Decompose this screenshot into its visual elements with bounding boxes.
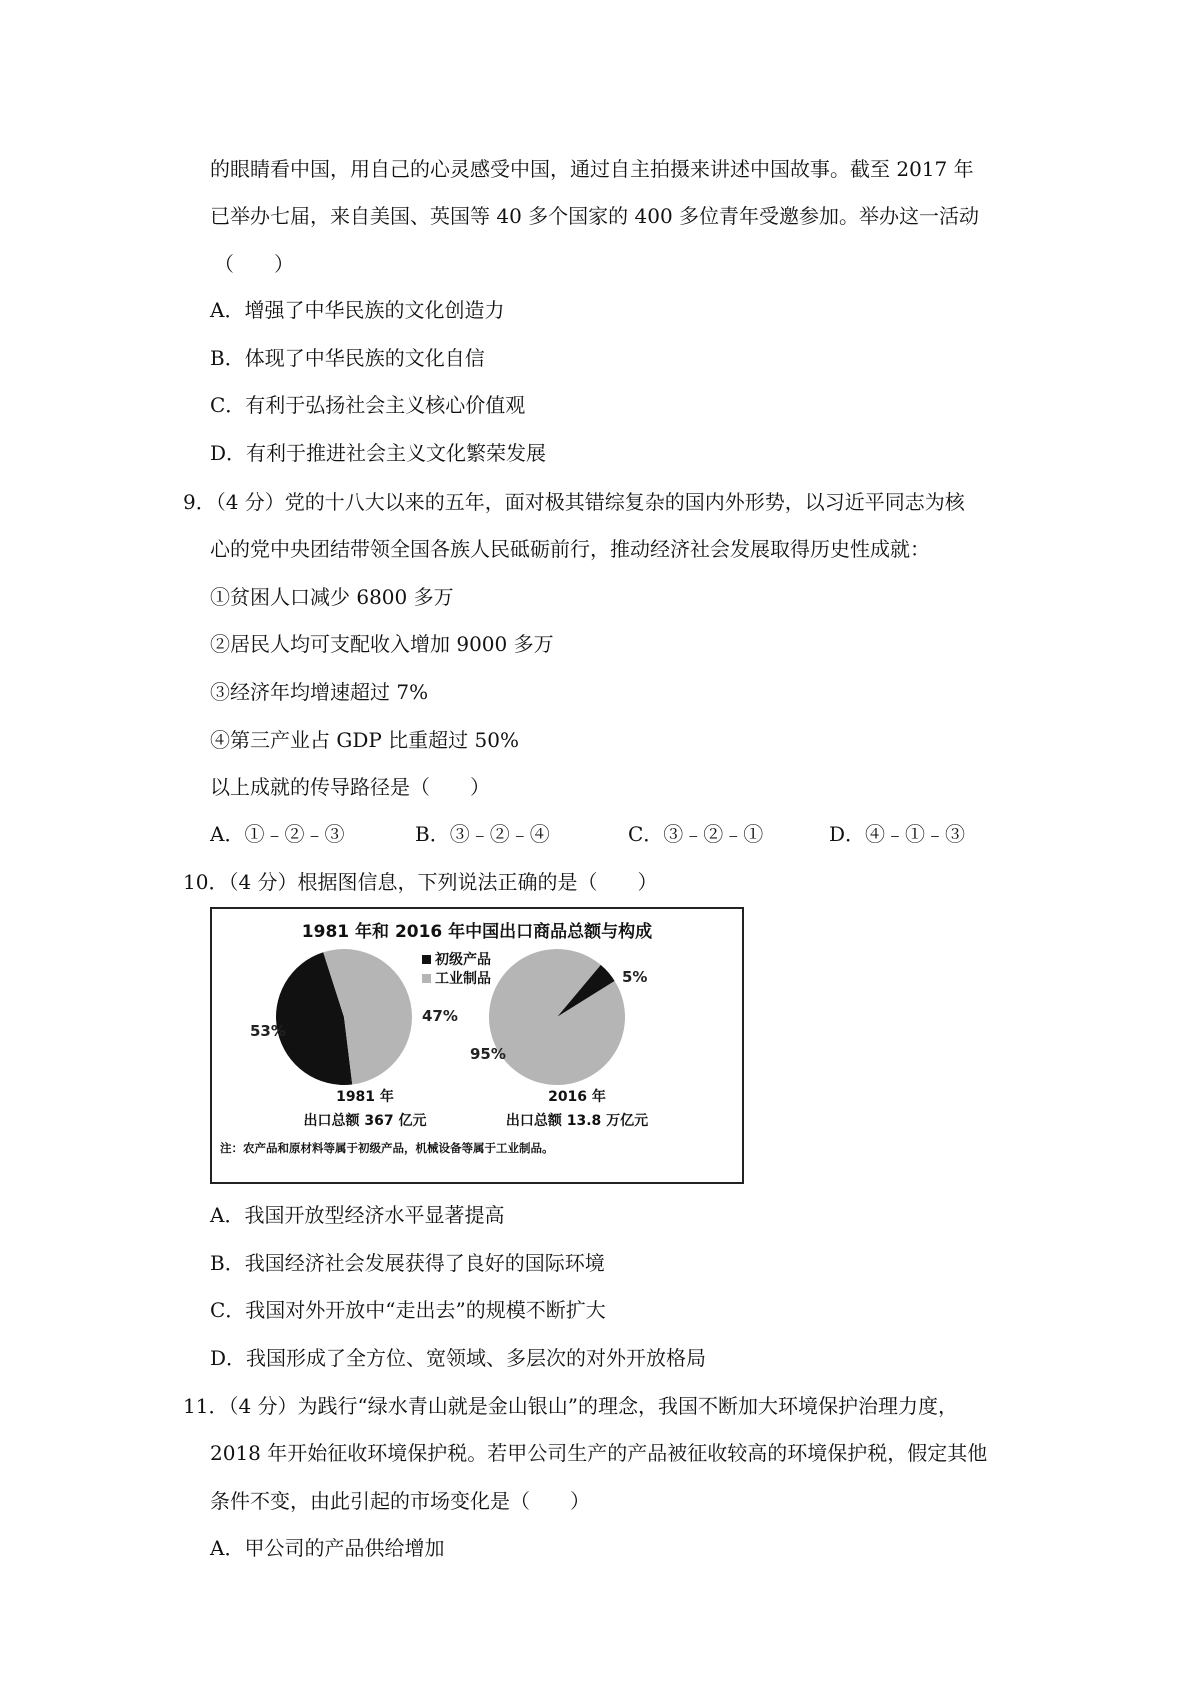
pie-1981-primary-label: 47% — [422, 1007, 458, 1025]
q9-item-1: ①贫困人口减少 6800 多万 — [210, 585, 454, 609]
pie-1981-total: 出口总额 367 亿元 — [303, 1113, 427, 1129]
pie-1981-year: 1981 年 — [336, 1089, 394, 1105]
pie-2016-year: 2016 年 — [548, 1089, 606, 1105]
intro-line-1: 的眼睛看中国，用自己的心灵感受中国，通过自主拍摄来讲述中国故事。截至 2017 年 — [210, 157, 974, 181]
export-pie-charts — [212, 909, 742, 1182]
q9-item-3: ③经济年均增速超过 7% — [210, 680, 429, 704]
chart-legend — [422, 951, 491, 987]
q8-option-c: C．有利于弘扬社会主义核心价值观 — [210, 393, 526, 417]
q11-stem-line-1: 11．（4 分）为践行“绿水青山就是金山银山”的理念，我国不断加大环境保护治理力度， — [183, 1394, 958, 1418]
q9-item-4: ④第三产业占 GDP 比重超过 50% — [210, 728, 519, 752]
legend-swatch-primary — [422, 955, 431, 964]
pie-1981 — [276, 949, 412, 1085]
q9-option-d: D．④﹣①﹣③ — [829, 822, 966, 846]
q10-option-d: D．我国形成了全方位、宽领域、多层次的对外开放格局 — [210, 1346, 707, 1370]
pie-2016-total: 出口总额 13.8 万亿元 — [505, 1113, 649, 1129]
chart-title: 1981 年和 2016 年中国出口商品总额与构成 — [301, 922, 653, 942]
q10-option-b: B．我国经济社会发展获得了良好的国际环境 — [210, 1251, 605, 1275]
intro-line-2: 已举办七届，来自美国、英国等 40 多个国家的 400 多位青年受邀参加。举办这一活动 — [210, 204, 980, 228]
q9-stem-line-1: 9．（4 分）党的十八大以来的五年，面对极其错综复杂的国内外形势，以习近平同志为核 — [183, 490, 965, 514]
pie-2016-industrial-label: 95% — [470, 1045, 506, 1063]
q8-option-a: A．增强了中华民族的文化创造力 — [210, 298, 505, 322]
legend-label-industrial: 工业制品 — [435, 971, 491, 987]
q9-stem-line-2: 心的党中央团结带领全国各族人民砥砺前行，推动经济社会发展取得历史性成就： — [210, 537, 930, 561]
q8-option-b: B．体现了中华民族的文化自信 — [210, 346, 485, 370]
q9-option-b: B．③﹣②﹣④ — [415, 822, 550, 846]
q8-option-d: D．有利于推进社会主义文化繁荣发展 — [210, 441, 547, 465]
q11-stem-line-2: 2018 年开始征收环境保护税。若甲公司生产的产品被征收较高的环境保护税，假定其他 — [210, 1441, 988, 1465]
q10-option-a: A．我国开放型经济水平显著提高 — [210, 1203, 505, 1227]
q9-option-c: C．③﹣②﹣① — [628, 822, 764, 846]
q11-option-a: A．甲公司的产品供给增加 — [210, 1536, 445, 1560]
question-8-blank: （ ） — [214, 252, 294, 276]
chart-note: 注：农产品和原材料等属于初级产品，机械设备等属于工业制品。 — [220, 1141, 554, 1155]
pie-2016-primary-label: 5% — [622, 968, 648, 986]
q10-option-c: C．我国对外开放中“走出去”的规模不断扩大 — [210, 1298, 606, 1322]
legend-label-primary: 初级产品 — [435, 952, 491, 968]
q10-stem: 10．（4 分）根据图信息，下列说法正确的是（ ） — [183, 870, 658, 894]
q9-question: 以上成就的传导路径是（ ） — [210, 775, 490, 799]
pie-1981-industrial-label: 53% — [250, 1022, 286, 1040]
pie-2016 — [489, 949, 625, 1085]
q9-option-a: A．①﹣②﹣③ — [210, 822, 345, 846]
q9-item-2: ②居民人均可支配收入增加 9000 多万 — [210, 632, 554, 656]
export-composition-figure — [210, 907, 744, 1184]
q11-stem-line-3: 条件不变，由此引起的市场变化是（ ） — [210, 1489, 590, 1513]
legend-swatch-industrial — [422, 974, 431, 983]
